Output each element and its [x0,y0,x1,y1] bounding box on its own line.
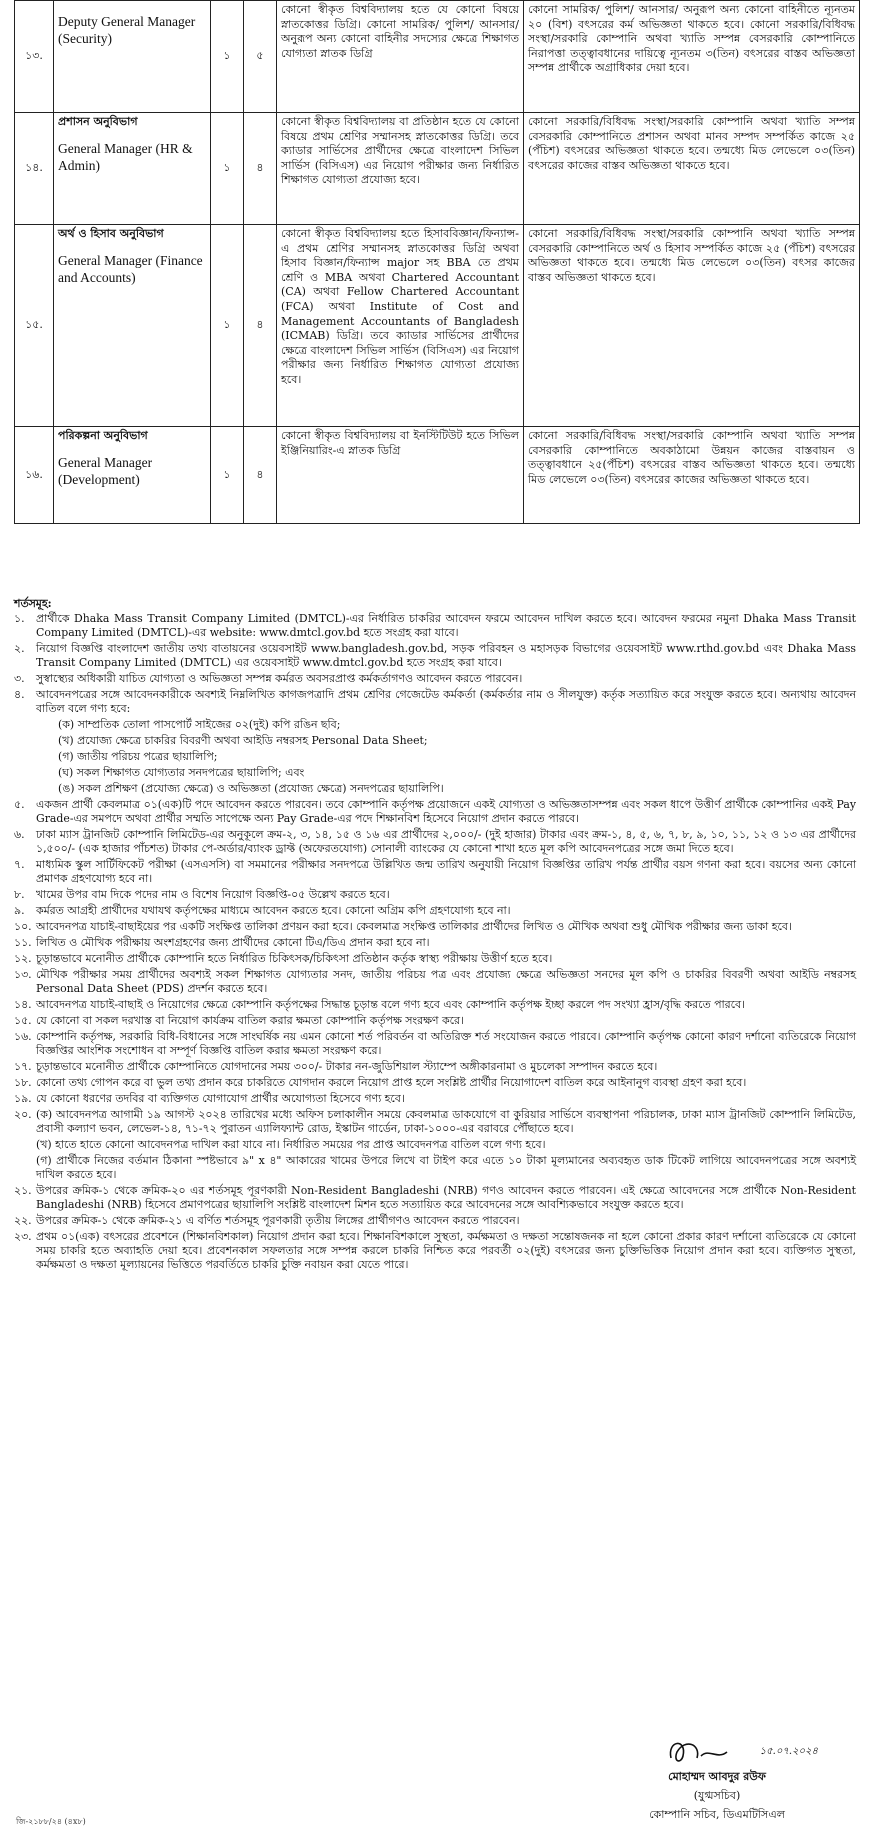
term-text: উপরের ক্রমিক-১ থেকে ক্রমিক-২১ এ বর্ণিত শর্তসমূহ পূরণকারী তৃতীয় লিঙ্গের প্রার্থীগণও আবেদন করতে পারবেন। [36,1214,520,1227]
post-qualification: কোনো স্বীকৃত বিশ্ববিদ্যালয় হতে যে কোনো বিষয়ে স্নাতকোত্তর ডিগ্রি। কোনো সামরিক/ পুলিশ/ আনসার/ অনুরূপ অন্য কোনো বাহিনীর সদস্যের ক্ষেত্রে শিক্ষাগত যোগ্যতা স্নাতক ডিগ্রি [277,1,524,113]
term-number: ৬. [14,828,25,841]
term-item [14,1184,856,1212]
term-number: ২১. [14,1184,32,1197]
term-text: কোম্পানি কর্তৃপক্ষ, সরকারি বিধি-বিধানের সঙ্গে সাংঘর্ষিক নয় এমন কোনো শর্ত পরিবর্তন বা অতিরিক্ত শর্ত সংযোজন করতে পারবে। কোম্পানি কর্তৃপক্ষ কোনো কারণ দর্শানো ব্যতিরেকে নিয়োগ বিজ্ঞপ্তির আংশিক সংশোধন বা সম্পূর্ণ বিজ্ঞপ্তি বাতিল করার ক্ষমতা সংরক্ষণ করে। [36,1030,856,1057]
term-number: ৫. [14,798,25,811]
term-text: (খ) হাতে হাতে কোনো আবেদনপত্র দাখিল করা যাবে না। নির্ধারিত সময়ের পর প্রাপ্ত আবেদনপত্র বাতিল বলে গণ্য হবে। [36,1138,546,1151]
department-label: অর্থ ও হিসাব অনুবিভাগ [58,227,164,240]
term-text: খামের উপর বাম দিকে পদের নাম ও বিশেষ নিয়োগ বিজ্ঞপ্তি-০৫ উল্লেখ করতে হবে। [36,888,390,901]
term-item [58,750,856,764]
term-text: আবেদনপত্রের সঙ্গে আবেদনকারীকে অবশ্যই নিম্নলিখিত কাগজপত্রাদি প্রথম শ্রেণির গেজেটেড কর্মকর্তা (কর্মকর্তার নাম ও সীলযুক্ত) কর্তৃক সত্যায়িত করে সংযুক্ত করতে হবে। অন্যথায় আবেদন বাতিল বলে গণ্য হবে: [36,688,856,715]
term-item [14,1014,856,1028]
term-text: (ঘ) সকল শিক্ষাগত যোগ্যতার সনদপত্রের ছায়ালিপি; এবং [58,766,305,779]
term-text: আবেদনপত্র যাচাই-বাছাইয়ের পর একটি সংক্ষিপ্ত তালিকা প্রণয়ন করা হবে। কেবলমাত্র সংক্ষিপ্ত তালিকার প্রার্থীদের লিখিত ও মৌখিক অথবা শুধু মৌখিক পরীক্ষার জন্য ডাকা হবে। [36,920,792,933]
term-item [14,828,856,856]
term-item [14,1092,856,1106]
term-item [58,718,856,732]
term-item [14,888,856,902]
term-item [14,688,856,716]
term-text: আবেদনপত্র যাচাই-বাছাই ও নিয়োগের ক্ষেত্রে কোম্পানি কর্তৃপক্ষের সিদ্ধান্ত চূড়ান্ত বলে গণ্য হবে এবং কোম্পানি কর্তৃপক্ষ ইচ্ছা করলে পদ সংখ্যা হ্রাস/বৃদ্ধি করতে পারবে। [36,998,745,1011]
term-item [14,612,856,640]
post-count: ১ [211,1,244,113]
term-text: (ঙ) সকল প্রশিক্ষণ (প্রযোজ্য ক্ষেত্রে) ও অভিজ্ঞতা (প্রযোজ্য ক্ষেত্রে) সনদপত্রের ছায়ালিপি। [58,782,444,795]
term-number: ১৩. [14,968,32,981]
term-text: নিয়োগ বিজ্ঞপ্তি বাংলাদেশ জাতীয় তথ্য বাতায়নের ওয়েবসাইট www.bangladesh.gov.bd, সড়ক পরিবহন ও মহাসড়ক বিভাগের ওয়েবসাইট www.rthd.gov.bd এবং Dhaka Mass Transit Company Limited (DMTCL) এর ওয়েবসাইট www.dmtcl.gov.bd হতে সংগ্রহ করা যাবে। [36,642,856,669]
post-grade: ৪ [244,113,277,225]
term-text: (গ) জাতীয় পরিচয় পত্রের ছায়ালিপি; [58,750,218,763]
term-number: ১১. [14,936,32,949]
term-number: ৮. [14,888,25,901]
term-number: ৯. [14,904,25,917]
term-item [36,1154,856,1182]
term-item [14,1060,856,1074]
post-cell [54,113,211,225]
term-number: ১২. [14,952,32,965]
post-serial: ১৩. [15,1,54,113]
term-number: ২২. [14,1214,32,1227]
terms-section [14,597,856,1274]
post-name: Deputy General Manager (Security) [58,14,196,46]
term-item [14,968,856,996]
post-experience: কোনো সরকারি/বিধিবদ্ধ সংস্থা/সরকারি কোম্পানি অথবা খ্যাতি সম্পন্ন বেসরকারি কোম্পানিতে অর্থ ও হিসাব সম্পর্কিত কাজে ২৫ (পঁচিশ) বৎসরের অভিজ্ঞতা থাকতে হবে। তন্মধ্যে মিড লেভেলে ০৩(তিন) বৎসর কাজের বাস্তব অভিজ্ঞতা থাকতে হবে। [524,225,860,427]
term-number: ১৪. [14,998,32,1011]
terms-title: শর্তসমূহ: [14,597,52,610]
term-text: (গ) প্রার্থীকে নিজের বর্তমান ঠিকানা স্পষ্টভাবে ৯" x ৪" আকারের খামের উপরে লিখে বা টাইপ করে এতে ১০ টাকা মূল্যমানের অব্যবহৃত ডাক টিকেট লাগিয়ে আবেদনপত্রের সঙ্গে অবশ্যই দাখিল করতে হবে। [36,1154,856,1181]
term-item [36,1138,856,1152]
term-text: একজন প্রার্থী কেবলমাত্র ০১(এক)টি পদে আবেদন করতে পারবেন। তবে কোম্পানি কর্তৃপক্ষ প্রয়োজনে একই যোগ্যতা ও অভিজ্ঞতাসম্পন্ন এবং সকল ধাপে উত্তীর্ণ প্রার্থীকে কোম্পানির একই Pay Grade-এর সমপদে অথবা প্রার্থীর সম্মতি সাপেক্ষে অন্য Pay Grade-এর পদে শিক্ষানবিশ হিসেবে নিয়োগ প্রদান করতে পারবে। [36,798,856,825]
term-text: চূড়ান্তভাবে মনোনীত প্রার্থীকে কোম্পানি হতে নির্ধারিত চিকিৎসক/চিকিৎসা প্রতিষ্ঠান কর্তৃক স্বাস্থ্য পরীক্ষায় উত্তীর্ণ হতে হবে। [36,952,553,965]
term-item [14,672,856,686]
post-grade: ৫ [244,1,277,113]
term-text: উপরের ক্রমিক-১ থেকে ক্রমিক-২০ এর শর্তসমূহ পূরণকারী Non-Resident Bangladeshi (NRB) গণও আবেদন করতে পারবেন। এই ক্ষেত্রে আবেদনের সঙ্গে প্রার্থীকে Non-Resident Bangladeshi (NRB) হিসেবে প্রমাণপত্রের ছায়ালিপি সংশ্লিষ্ট বাংলাদেশ মিশন হতে সত্যায়িত করে আবেদনের সঙ্গে আবশ্যিকভাবে সংযুক্ত করতে হবে। [36,1184,856,1211]
signature-date: ১৫.০৭.২০২৪ [759,1746,818,1757]
department-label: প্রশাসন অনুবিভাগ [58,115,138,128]
post-grade: ৪ [244,427,277,524]
term-text: (ক) আবেদনপত্র আগামী ১৯ আগস্ট ২০২৪ তারিখের মধ্যে অফিস চলাকালীন সময়ে কেবলমাত্র ডাকযোগে বা কুরিয়ার সার্ভিসে ব্যবস্থাপনা পরিচালক, ঢাকা ম্যাস ট্রানজিট কোম্পানি লিমিটেড, প্রবাসী কল্যাণ ভবন, লেভেল-১৪, ৭১-৭২ পুরাতন এ্যালিফ্যান্ট রোড, ইস্কাটন গার্ডেন, ঢাকা-১০০০-এর বরাবরে পৌঁছাতে হবে। [36,1108,856,1135]
post-qualification: কোনো স্বীকৃত বিশ্ববিদ্যালয় বা প্রতিষ্ঠান হতে যে কোনো বিষয়ে প্রথম শ্রেণির সম্মানসহ স্নাতকোত্তর ডিগ্রি। তবে ক্যাডার সার্ভিসের প্রার্থীদের ক্ষেত্রে বাংলাদেশ সিভিল সার্ভিস (বিসিএস) এর নিয়োগ পরীক্ষার জন্য নির্ধারিত শিক্ষাগত যোগ্যতা প্রযোজ্য হবে। [277,113,524,225]
term-item [14,1108,856,1136]
post-row [15,427,860,524]
post-count: ১ [211,427,244,524]
post-row [15,1,860,113]
post-cell [54,225,211,427]
post-cell [54,427,211,524]
term-text: চূড়ান্তভাবে মনোনীত প্রার্থীকে কোম্পানিতে যোগদানের সময় ৩০০/- টাকার নন-জুডিশিয়াল স্ট্যাম্পে অঙ্গীকারনামা ও মুচলেকা সম্পাদন করতে হবে। [36,1060,658,1073]
term-text: প্রার্থীকে Dhaka Mass Transit Company Limited (DMTCL)-এর নির্ধারিত চাকরির আবেদন ফরমে আবেদন দাখিল করতে হবে। আবেদন ফরমের নমুনা Dhaka Mass Transit Company Limited (DMTCL)-এর website: www.dmtcl.gov.bd হতে সংগ্রহ করা যাবে। [36,612,856,639]
term-number: ১৫. [14,1014,32,1027]
term-text: কর্মরত আগ্রহী প্রার্থীদের যথাযথ কর্তৃপক্ষের মাধ্যমে আবেদন করতে হবে। কোনো অগ্রিম কপি গ্রহণযোগ্য হবে না। [36,904,511,917]
term-text: লিখিত ও মৌখিক পরীক্ষায় অংশগ্রহণের জন্য প্রার্থীদের কোনো টিএ/ডিএ প্রদান করা হবে না। [36,936,430,949]
footer-code: জি-২১৮৮/২৪ (৪x৮) [16,1817,86,1826]
term-item [58,766,856,780]
post-serial: ১৬. [15,427,54,524]
term-number: ১৯. [14,1092,32,1105]
department-label: পরিকল্পনা অনুবিভাগ [58,429,148,442]
term-item [14,1076,856,1090]
post-row [15,225,860,427]
post-row [15,113,860,225]
post-qualification: কোনো স্বীকৃত বিশ্ববিদ্যালয় হতে হিসাববিজ্ঞান/ফিন্যান্স-এ প্রথম শ্রেণির সম্মানসহ স্নাতকোত্তর ডিগ্রি অথবা হিসাব বিজ্ঞান/ফিন্যান্স major সহ BBA তে প্রথম শ্রেণি ও MBA অথবা Chartered Accountant (CA) অথবা Fellow Chartered Accountant (FCA) অথবা Institute of Cost and Management Accountants of Bangladesh (ICMAB) ডিগ্রি। তবে ক্যাডার সার্ভিসের প্রার্থীদের ক্ষেত্রে বাংলাদেশ সিভিল সার্ভিস (বিসিএস) এর নিয়োগ পরীক্ষার জন্য নির্ধারিত শিক্ষাগত যোগ্যতা প্রযোজ্য হবে। [277,225,524,427]
term-item [14,1230,856,1272]
post-experience: কোনো সরকারি/বিধিবদ্ধ সংস্থা/সরকারি কোম্পানি অথবা খ্যাতি সম্পন্ন বেসরকারি কোম্পানিতে অবকাঠামো উন্নয়ন কাজের বাস্তবায়ন ও তত্ত্বাবধানে ২৫(পঁচিশ) বৎসরের বাস্তব অভিজ্ঞতা থাকতে হবে। তন্মধ্যে মিড লেভেলে ০৩(তিন) বৎসরের কাজের অভিজ্ঞতা থাকতে হবে। [524,427,860,524]
term-text: মাধ্যমিক স্কুল সার্টিফিকেট পরীক্ষা (এসএসসি) বা সমমানের পরীক্ষার সনদপত্রে উল্লিখিত জন্ম তারিখ অনুযায়ী নিয়োগ বিজ্ঞপ্তির তারিখ পর্যন্ত প্রার্থীর বয়স গণনা করা হবে। বয়সের অন্য কোনো প্রমাণক গ্রহণযোগ্য হবে না। [36,858,856,885]
signatory-title: (যুগ্মসচিব) [693,1789,741,1802]
term-text: সুস্বাস্থ্যের অধিকারী যাচিত যোগ্যতা ও অভিজ্ঞতা সম্পন্ন কর্মরত অবসরপ্রাপ্ত কর্মকর্তাগণও আবেদন করতে পারবেন। [36,672,523,685]
post-name: General Manager (HR & Admin) [58,140,193,173]
term-number: ৩. [14,672,25,685]
term-number: ২. [14,642,25,655]
term-item [14,798,856,826]
term-item [14,952,856,966]
term-item [14,904,856,918]
term-text: মৌখিক পরীক্ষার সময় প্রার্থীদের অবশ্যই সকল শিক্ষাগত যোগ্যতার সনদ, জাতীয় পরিচয় পত্র এবং প্রযোজ্য ক্ষেত্রে অভিজ্ঞতা সনদের মূল কপি ও চাকরির বিবরণী অথবা আইডি নম্বরসহ Personal Data Sheet (PDS) প্রদর্শন করতে হবে। [36,968,856,995]
posts-table [14,0,860,524]
term-text: ঢাকা ম্যাস ট্রানজিট কোম্পানি লিমিটেড-এর অনুকূলে ক্রম-২, ৩, ১৪, ১৫ ও ১৬ এর প্রার্থীদের ২,০০০/- (দুই হাজার) টাকার এবং ক্রম-১, ৪, ৫, ৬, ৭, ৮, ৯, ১০, ১১, ১২ ও ১৩ এর প্রার্থীদের ১,৫০০/- (এক হাজার পাঁচশত) টাকার পে-অর্ডার/ব্যাংক ড্রাফ্ট (অফেরতযোগ্য) সোনালী ব্যাংকের যে কোনো শাখা হতে মূল কপি আবেদনপত্রের সঙ্গে জমা দিতে হবে। [36,828,856,855]
term-item [14,1214,856,1228]
term-item [14,642,856,670]
term-number: ১০. [14,920,32,933]
term-text: (ক) সাম্প্রতিক তোলা পাসপোর্ট সাইজের ০২(দুই) কপি রঙিন ছবি; [58,718,341,731]
term-text: প্রথম ০১(এক) বৎসরের প্রবেশনে (শিক্ষানবিশকাল) নিয়োগ প্রদান করা হবে। শিক্ষানবিশকালে সুস্থতা, কর্মক্ষমতা ও দক্ষতা সন্তোষজনক না হলে কোনো প্রকার কারণ দর্শানো ব্যতিরেকে যে কোনো সময় চাকরি হতে অব্যাহতি দেয়া হবে। প্রবেশনকাল সফলতার সঙ্গে সম্পন্ন করলে চাকরি নিশ্চিত করে পরবর্তী ০২(দুই) বৎসরের জন্য চুক্তিভিত্তিক নিয়োগ প্রদান করা হবে। ব্যক্তিগত সুস্থতা, কর্মক্ষমতা ও দক্ষতা মূল্যায়নের ভিত্তিতে পরবর্তিতে চাকরি চুক্তি নবায়ন করা যেতে পারে। [36,1230,856,1271]
post-qualification: কোনো স্বীকৃত বিশ্ববিদ্যালয় বা ইনস্টিটিউট হতে সিভিল ইঞ্জিনিয়ারিং-এ স্নাতক ডিগ্রি [277,427,524,524]
term-text: যে কোনো বা সকল দরখাস্ত বা নিয়োগ কার্যক্রম বাতিল করার ক্ষমতা কোম্পানি কর্তৃপক্ষ সংরক্ষণ করে। [36,1014,464,1027]
term-item [58,734,856,748]
post-experience: কোনো সরকারি/বিধিবদ্ধ সংস্থা/সরকারি কোম্পানি অথবা খ্যাতি সম্পন্ন বেসরকারি কোম্পানিতে প্রশাসন অথবা মানব সম্পদ সম্পর্কিত কাজে ২৫ (পঁচিশ) বৎসরের অভিজ্ঞতা থাকতে হবে। তন্মধ্যে মিড লেভেলে ০৩(তিন) বৎসরের কাজের বাস্তব অভিজ্ঞতা থাকতে হবে। [524,113,860,225]
post-experience: কোনো সামরিক/ পুলিশ/ আনসার/ অনুরূপ অন্য কোনো বাহিনীতে ন্যূনতম ২০ (বিশ) বৎসরের কর্ম অভিজ্ঞতা থাকতে হবে। কোনো সরকারি/বিধিবদ্ধ সংস্থা/সরকারি কোম্পানি অথবা খ্যাতি সম্পন্ন বেসরকারি কোম্পানিতে নিরাপত্তা তত্ত্বাবধানের দায়িত্বে ন্যূনতম ৩(তিন) বৎসরের বাস্তব অভিজ্ঞতা সম্পন্ন প্রার্থীকে অগ্রাধিকার দেয়া হবে। [524,1,860,113]
term-number: ১৬. [14,1030,32,1043]
term-number: ১৮. [14,1076,32,1089]
term-number: ১৭. [14,1060,32,1073]
post-serial: ১৪. [15,113,54,225]
post-grade: ৪ [244,225,277,427]
post-serial: ১৫. [15,225,54,427]
term-number: ৪. [14,688,25,701]
term-item [58,782,856,796]
post-name: General Manager (Finance and Accounts) [58,252,203,285]
term-text: যে কোনো ধরণের তদবির বা ব্যক্তিগত যোগাযোগ প্রার্থীর অযোগ্যতা হিসেবে গণ্য হবে। [36,1092,405,1105]
term-item [14,858,856,886]
term-item [14,998,856,1012]
signature-block [602,1734,832,1825]
post-cell [54,1,211,113]
post-name: General Manager (Development) [58,454,153,487]
term-text: (খ) প্রযোজ্য ক্ষেত্রে চাকরির বিবরণী অথবা আইডি নম্বরসহ Personal Data Sheet; [58,734,428,747]
post-count: ১ [211,225,244,427]
terms-list [14,612,856,1272]
post-count: ১ [211,113,244,225]
term-number: ৭. [14,858,25,871]
term-text: কোনো তথ্য গোপন করে বা ভুল তথ্য প্রদান করে চাকরিতে যোগদান করলে নিয়োগ প্রাপ্ত হলে সংশ্লিষ্ট প্রার্থীর নিয়োগাদেশ বাতিল করে আইনানুগ ব্যবস্থা গ্রহণ করা হবে। [36,1076,747,1089]
term-item [14,1030,856,1058]
term-number: ২০. [14,1108,32,1121]
term-item [14,920,856,934]
term-number: ২৩. [14,1230,32,1243]
signatory-name: মোহাম্মদ আবদুর রউফ [668,1770,766,1783]
term-item [14,936,856,950]
term-number: ১. [14,612,25,625]
signatory-designation: কোম্পানি সচিব, ডিএমটিসিএল [649,1808,785,1821]
